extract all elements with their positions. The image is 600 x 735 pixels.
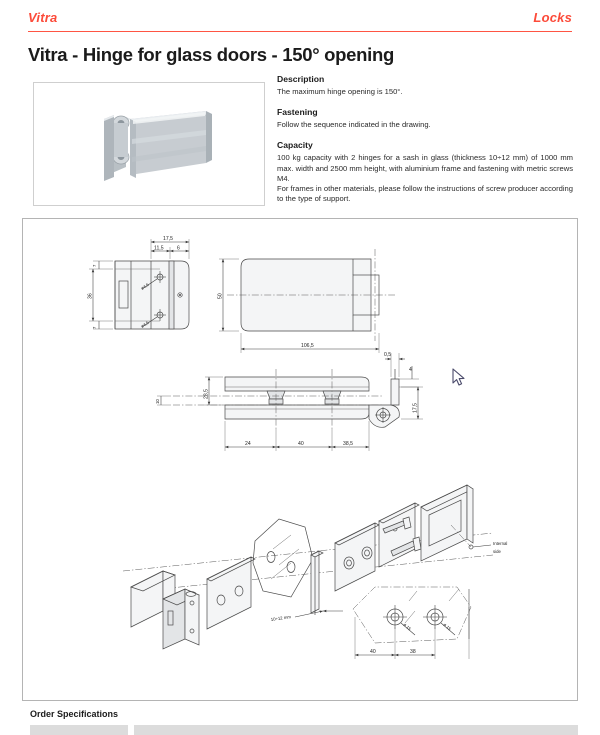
front-view-hole-callout-bottom: ø4,5	[139, 319, 150, 329]
capacity-heading: Capacity	[277, 140, 313, 151]
order-specifications-title: Order Specifications	[30, 709, 119, 719]
exploded-internal-side-line2: side	[493, 549, 501, 554]
front-view-dim-inner-b: 6	[177, 245, 180, 252]
order-specifications-table	[30, 725, 578, 735]
brand-category-right: Locks	[533, 10, 572, 25]
technical-drawings	[23, 219, 577, 700]
side-view-dim-plate: 4	[409, 367, 412, 373]
description-heading: Description	[277, 74, 325, 84]
fastening-heading: Fastening	[277, 107, 318, 118]
page-title: Vitra - Hinge for glass doors - 150° opening	[28, 44, 394, 65]
side-view-dim-overall: 28,5	[203, 389, 210, 399]
front-view-dim-inner-a: 11,5	[154, 245, 164, 252]
mouse-pointer-icon	[452, 368, 468, 388]
hinge-product-image	[34, 83, 264, 205]
exploded-glass-thickness-label: 10÷12 mm	[270, 614, 292, 622]
product-photo-box	[33, 82, 265, 206]
side-view-dim-seg-c: 38,5	[343, 441, 353, 447]
fastening-text: Follow the sequence indicated in the drawing.	[277, 120, 431, 130]
description-column	[277, 74, 573, 204]
drawing-front-view	[88, 236, 190, 329]
drill-hole1-callout: ø 15	[402, 622, 413, 632]
front-view-dim-height: 36	[87, 293, 94, 299]
top-view-dim-height: 50	[217, 293, 224, 299]
side-view-dim-gap: 0,5	[384, 352, 392, 358]
brand-header-bar	[28, 10, 572, 32]
description-text: The maximum hinge opening is 150°.	[277, 87, 403, 96]
side-view-dim-seg-a: 24	[245, 441, 251, 447]
drawing-drill-template	[353, 587, 471, 659]
front-view-dim-edge-bottom: 7	[92, 326, 97, 329]
drawing-top-view	[218, 249, 396, 353]
capacity-text: 100 kg capacity with 2 hinges for a sash in glass (thickness 10÷12 mm) of 1000 mm max. width and 2500 mm height, with aluminium frame and fastening with metric screws M4.	[277, 153, 573, 183]
drawing-side-view	[155, 352, 423, 451]
front-view-dim-edge-top: 7	[92, 264, 97, 267]
capacity-text-secondary: For frames in other materials, please follow the instructions of screw producer according to the type of support.	[277, 184, 573, 204]
order-table-cell-left	[30, 725, 128, 735]
front-view-hole-callout-top: ø4,5	[139, 281, 150, 291]
order-table-cell-right	[134, 725, 578, 735]
front-view-dim-total-width: 17,5	[163, 236, 173, 242]
drill-dim-a: 40	[370, 649, 376, 655]
side-view-dim-seg-b: 40	[298, 441, 304, 447]
drawing-exploded-assembly	[123, 485, 507, 659]
technical-drawing-frame	[22, 218, 578, 701]
drill-dim-b: 38	[410, 649, 416, 655]
drill-hole2-callout: ø 15	[442, 622, 453, 632]
side-view-dim-thickness: 10	[155, 399, 160, 404]
brand-name-left: Vitra	[28, 10, 58, 25]
side-view-dim-right: 17,5	[412, 403, 419, 413]
top-view-dim-length: 106,5	[301, 343, 314, 349]
exploded-internal-side-line1: Internal	[493, 541, 508, 546]
